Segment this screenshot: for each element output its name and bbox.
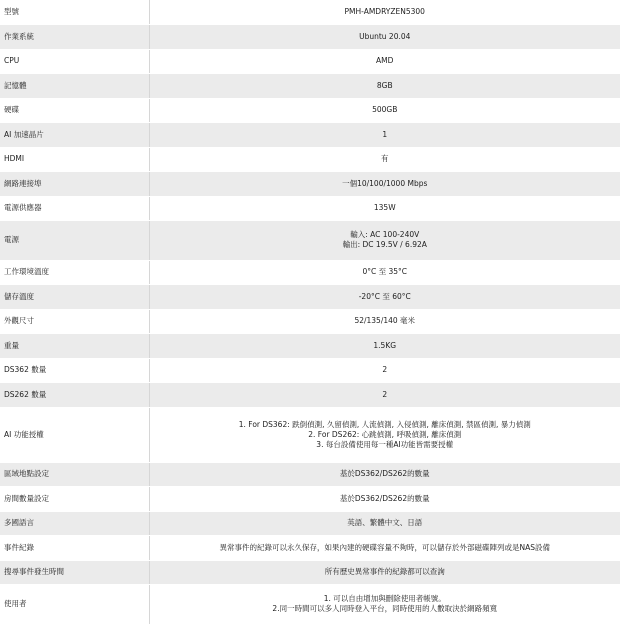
spec-value-line: 基於DS362/DS262的數量: [150, 494, 620, 504]
spec-label: 重量: [0, 333, 149, 358]
spec-value: [149, 535, 620, 560]
spec-label: 外觀尺寸: [0, 309, 149, 333]
spec-value-line: 有: [150, 154, 620, 164]
spec-label: HDMI: [0, 147, 149, 171]
spec-label: DS262 數量: [0, 382, 149, 407]
spec-value: [149, 171, 620, 196]
spec-row: [0, 196, 620, 220]
spec-value: [149, 220, 620, 260]
spec-label: 事件紀錄: [0, 535, 149, 560]
spec-label: 作業系統: [0, 24, 149, 49]
spec-row: [0, 382, 620, 407]
spec-value-line: AMD: [150, 56, 620, 66]
spec-row: [0, 73, 620, 98]
spec-label: 電源供應器: [0, 196, 149, 220]
spec-row: [0, 486, 620, 511]
spec-label: 網路連接埠: [0, 171, 149, 196]
spec-value-line: 英語、繁體中文、日語: [150, 518, 620, 528]
spec-label: AI 加速晶片: [0, 122, 149, 147]
spec-row: [0, 309, 620, 333]
spec-value: [149, 486, 620, 511]
spec-value: [149, 358, 620, 382]
spec-value: [149, 382, 620, 407]
spec-label: 儲存溫度: [0, 284, 149, 309]
spec-value-line: 輸出: DC 19.5V / 6.92A: [150, 240, 620, 250]
spec-value: [149, 584, 620, 624]
spec-value-line: 1. For DS362: 跌倒偵測, 久留偵測, 人流偵測, 入侵偵測, 離床偵測, 禁區偵測, 暴力偵測: [150, 420, 620, 430]
spec-value: [149, 309, 620, 333]
spec-row: [0, 407, 620, 462]
spec-value: [149, 49, 620, 73]
spec-value: [149, 284, 620, 309]
spec-label: 房間數量設定: [0, 486, 149, 511]
spec-row: [0, 535, 620, 560]
spec-value: [149, 122, 620, 147]
spec-row: [0, 220, 620, 260]
spec-label: 區域地點設定: [0, 462, 149, 486]
spec-label: CPU: [0, 49, 149, 73]
spec-row: [0, 358, 620, 382]
spec-row: [0, 0, 620, 24]
spec-row: [0, 122, 620, 147]
spec-value-line: 一個10/100/1000 Mbps: [150, 179, 620, 189]
spec-value: [149, 511, 620, 535]
spec-label: 多國語言: [0, 511, 149, 535]
spec-row: [0, 560, 620, 584]
spec-row: [0, 462, 620, 486]
spec-value: [149, 462, 620, 486]
spec-value-line: 2: [150, 390, 620, 400]
spec-value-line: 500GB: [150, 105, 620, 115]
spec-value-line: 1. 可以自由增加與刪除使用者帳號。: [150, 594, 620, 604]
spec-value: [149, 24, 620, 49]
spec-row: [0, 260, 620, 284]
spec-value-line: 0°C 至 35°C: [150, 267, 620, 277]
spec-label: 型號: [0, 0, 149, 24]
spec-value-line: 52/135/140 毫米: [150, 316, 620, 326]
spec-value-line: -20°C 至 60°C: [150, 292, 620, 302]
spec-value-line: PMH-AMDRYZEN5300: [150, 7, 620, 17]
spec-value-line: 1.5KG: [150, 341, 620, 351]
spec-label: 硬碟: [0, 98, 149, 122]
spec-value-line: 2.同一時間可以多人同時登入平台，同時使用的人數取決於網路頻寬: [150, 604, 620, 614]
spec-value-line: 異常事件的紀錄可以永久保存，如果內建的硬碟容量不夠時，可以儲存於外部磁碟陣列或是NAS設備: [150, 543, 620, 553]
spec-value: [149, 260, 620, 284]
spec-value: [149, 333, 620, 358]
spec-row: [0, 171, 620, 196]
spec-value-line: 基於DS362/DS262的數量: [150, 469, 620, 479]
spec-row: [0, 333, 620, 358]
spec-row: [0, 98, 620, 122]
spec-label: 電源: [0, 220, 149, 260]
spec-value-line: 輸入: AC 100-240V: [150, 230, 620, 240]
spec-row: [0, 284, 620, 309]
spec-row: [0, 584, 620, 624]
spec-value: [149, 196, 620, 220]
spec-label: 工作環境溫度: [0, 260, 149, 284]
spec-value-line: Ubuntu 20.04: [150, 32, 620, 42]
spec-row: [0, 147, 620, 171]
spec-label: AI 功能授權: [0, 407, 149, 462]
spec-row: [0, 49, 620, 73]
spec-value-line: 8GB: [150, 81, 620, 91]
spec-value: [149, 407, 620, 462]
spec-value: [149, 98, 620, 122]
spec-label: DS362 數量: [0, 358, 149, 382]
spec-label: 使用者: [0, 584, 149, 624]
spec-value-line: 2. For DS262: 心跳偵測, 呼吸偵測, 離床偵測: [150, 430, 620, 440]
spec-value-line: 135W: [150, 203, 620, 213]
spec-value: [149, 0, 620, 24]
spec-label: 記憶體: [0, 73, 149, 98]
spec-value-line: 2: [150, 365, 620, 375]
spec-value: [149, 73, 620, 98]
spec-value: [149, 560, 620, 584]
spec-value-line: 1: [150, 130, 620, 140]
spec-value-line: 所有歷史異常事件的紀錄都可以查詢: [150, 567, 620, 577]
spec-label: 搜尋事件發生時間: [0, 560, 149, 584]
spec-value: [149, 147, 620, 171]
spec-row: [0, 511, 620, 535]
spec-value-line: 3. 每台設備使用每一種AI功能皆需要授權: [150, 440, 620, 450]
spec-row: [0, 24, 620, 49]
